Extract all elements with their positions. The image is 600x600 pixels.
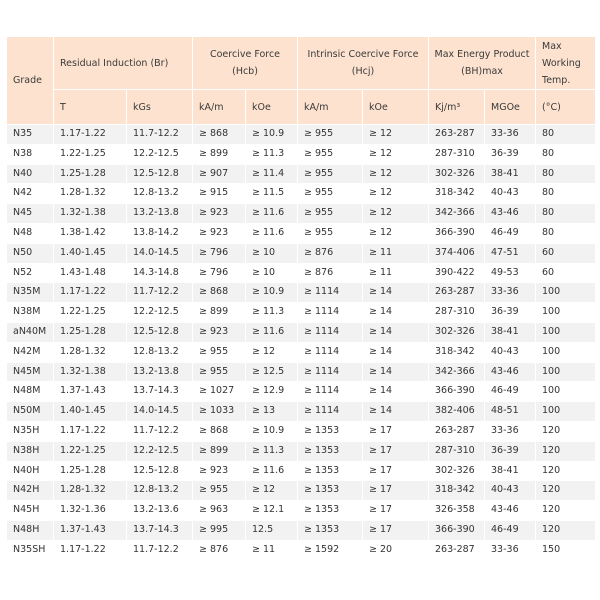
cell-grade: N38 <box>7 144 54 164</box>
cell-grade: N42 <box>7 184 54 204</box>
table-row <box>7 322 596 342</box>
cell-br-kgs: 12.2-12.5 <box>127 441 193 461</box>
cell-bh-kjm3: 302-326 <box>429 461 485 481</box>
cell-max-temp: 120 <box>536 481 596 501</box>
cell-br-t: 1.37-1.43 <box>54 382 127 402</box>
cell-br-kgs: 11.7-12.2 <box>127 540 193 560</box>
cell-bh-mgoe: 49-53 <box>485 263 536 283</box>
cell-bh-mgoe: 40-43 <box>485 481 536 501</box>
unit-temp-c: (°C) <box>536 90 596 125</box>
header-intrinsic-coercive-force: Intrinsic Coercive Force (Hcj) <box>298 37 429 90</box>
cell-br-kgs: 13.2-13.6 <box>127 501 193 521</box>
cell-max-temp: 80 <box>536 223 596 243</box>
cell-grade: N35H <box>7 421 54 441</box>
cell-hcb-kam: ≥ 876 <box>193 540 246 560</box>
cell-hcb-kam: ≥ 1033 <box>193 402 246 422</box>
cell-br-kgs: 13.7-14.3 <box>127 382 193 402</box>
cell-bh-kjm3: 326-358 <box>429 501 485 521</box>
cell-hcj-kam: ≥ 955 <box>298 223 363 243</box>
cell-br-kgs: 12.8-13.2 <box>127 481 193 501</box>
cell-max-temp: 100 <box>536 283 596 303</box>
cell-max-temp: 80 <box>536 204 596 224</box>
cell-hcb-kam: ≥ 1027 <box>193 382 246 402</box>
unit-hcb-kam: kA/m <box>193 90 246 125</box>
cell-max-temp: 100 <box>536 303 596 323</box>
cell-hcb-koe: ≥ 11 <box>246 540 298 560</box>
cell-grade: N35M <box>7 283 54 303</box>
cell-br-kgs: 13.7-14.3 <box>127 520 193 540</box>
cell-bh-mgoe: 36-39 <box>485 441 536 461</box>
cell-br-t: 1.28-1.32 <box>54 481 127 501</box>
cell-hcj-koe: ≥ 14 <box>363 402 429 422</box>
cell-grade: N52 <box>7 263 54 283</box>
cell-max-temp: 60 <box>536 243 596 263</box>
cell-hcb-koe: ≥ 13 <box>246 402 298 422</box>
cell-hcj-kam: ≥ 955 <box>298 164 363 184</box>
cell-bh-mgoe: 46-49 <box>485 223 536 243</box>
cell-hcb-koe: ≥ 11.3 <box>246 144 298 164</box>
cell-hcj-kam: ≥ 1353 <box>298 520 363 540</box>
cell-bh-kjm3: 302-326 <box>429 322 485 342</box>
cell-grade: N45H <box>7 501 54 521</box>
cell-hcj-kam: ≥ 955 <box>298 204 363 224</box>
cell-hcb-koe: ≥ 11.6 <box>246 322 298 342</box>
cell-hcj-koe: ≥ 12 <box>363 184 429 204</box>
cell-bh-mgoe: 48-51 <box>485 402 536 422</box>
cell-max-temp: 100 <box>536 402 596 422</box>
cell-hcb-koe: ≥ 11.5 <box>246 184 298 204</box>
cell-br-t: 1.17-1.22 <box>54 421 127 441</box>
unit-hcb-koe: kOe <box>246 90 298 125</box>
table-row <box>7 362 596 382</box>
cell-bh-kjm3: 342-366 <box>429 204 485 224</box>
cell-bh-mgoe: 38-41 <box>485 461 536 481</box>
cell-hcb-kam: ≥ 868 <box>193 283 246 303</box>
cell-max-temp: 150 <box>536 540 596 560</box>
unit-bh-mgoe: MGOe <box>485 90 536 125</box>
cell-bh-mgoe: 33-36 <box>485 421 536 441</box>
cell-bh-kjm3: 287-310 <box>429 303 485 323</box>
cell-br-t: 1.22-1.25 <box>54 144 127 164</box>
cell-grade: N50 <box>7 243 54 263</box>
cell-hcj-koe: ≥ 14 <box>363 362 429 382</box>
table-row <box>7 501 596 521</box>
cell-br-kgs: 11.7-12.2 <box>127 421 193 441</box>
cell-hcb-koe: ≥ 11.6 <box>246 204 298 224</box>
cell-hcj-koe: ≥ 17 <box>363 421 429 441</box>
magnet-grade-table <box>6 36 596 561</box>
cell-br-kgs: 11.7-12.2 <box>127 125 193 145</box>
cell-hcb-kam: ≥ 963 <box>193 501 246 521</box>
cell-hcb-kam: ≥ 995 <box>193 520 246 540</box>
cell-br-kgs: 14.0-14.5 <box>127 243 193 263</box>
unit-bh-kjm3: Kj/m³ <box>429 90 485 125</box>
table-row <box>7 382 596 402</box>
cell-bh-mgoe: 46-49 <box>485 520 536 540</box>
cell-br-kgs: 12.8-13.2 <box>127 342 193 362</box>
cell-hcj-kam: ≥ 1114 <box>298 303 363 323</box>
cell-bh-mgoe: 43-46 <box>485 204 536 224</box>
cell-max-temp: 120 <box>536 520 596 540</box>
cell-grade: N42M <box>7 342 54 362</box>
table-row <box>7 441 596 461</box>
table-row <box>7 283 596 303</box>
cell-bh-kjm3: 302-326 <box>429 164 485 184</box>
cell-hcj-kam: ≥ 955 <box>298 125 363 145</box>
cell-bh-mgoe: 38-41 <box>485 322 536 342</box>
cell-br-kgs: 12.2-12.5 <box>127 144 193 164</box>
cell-hcb-koe: ≥ 10.9 <box>246 283 298 303</box>
cell-br-kgs: 13.8-14.2 <box>127 223 193 243</box>
cell-hcj-kam: ≥ 1114 <box>298 283 363 303</box>
cell-bh-kjm3: 366-390 <box>429 382 485 402</box>
cell-hcb-kam: ≥ 955 <box>193 342 246 362</box>
cell-max-temp: 100 <box>536 362 596 382</box>
cell-grade: N40 <box>7 164 54 184</box>
table-row <box>7 223 596 243</box>
header-residual-induction: Residual Induction (Br) <box>54 37 193 90</box>
cell-br-kgs: 13.2-13.8 <box>127 204 193 224</box>
cell-hcb-koe: ≥ 10 <box>246 263 298 283</box>
cell-hcb-koe: ≥ 12.9 <box>246 382 298 402</box>
unit-br-t: T <box>54 90 127 125</box>
cell-bh-kjm3: 342-366 <box>429 362 485 382</box>
cell-br-t: 1.28-1.32 <box>54 184 127 204</box>
cell-hcb-kam: ≥ 796 <box>193 243 246 263</box>
cell-hcb-kam: ≥ 899 <box>193 144 246 164</box>
cell-br-kgs: 12.5-12.8 <box>127 164 193 184</box>
cell-hcb-koe: ≥ 10.9 <box>246 421 298 441</box>
table-row <box>7 243 596 263</box>
cell-hcb-koe: ≥ 12.5 <box>246 362 298 382</box>
cell-hcj-kam: ≥ 1114 <box>298 382 363 402</box>
cell-grade: aN40M <box>7 322 54 342</box>
cell-hcb-koe: ≥ 10 <box>246 243 298 263</box>
cell-grade: N38H <box>7 441 54 461</box>
cell-br-t: 1.17-1.22 <box>54 125 127 145</box>
cell-br-t: 1.37-1.43 <box>54 520 127 540</box>
cell-hcb-koe: ≥ 11.3 <box>246 303 298 323</box>
cell-hcj-koe: ≥ 17 <box>363 520 429 540</box>
cell-grade: N45 <box>7 204 54 224</box>
cell-hcb-kam: ≥ 923 <box>193 223 246 243</box>
cell-bh-mgoe: 33-36 <box>485 540 536 560</box>
cell-br-t: 1.43-1.48 <box>54 263 127 283</box>
cell-hcj-koe: ≥ 12 <box>363 223 429 243</box>
cell-bh-kjm3: 263-287 <box>429 283 485 303</box>
cell-hcj-kam: ≥ 1353 <box>298 461 363 481</box>
cell-bh-kjm3: 390-422 <box>429 263 485 283</box>
cell-bh-mgoe: 47-51 <box>485 243 536 263</box>
table-row <box>7 461 596 481</box>
cell-grade: N48 <box>7 223 54 243</box>
header-grade: Grade <box>7 37 54 125</box>
cell-hcb-koe: ≥ 10.9 <box>246 125 298 145</box>
cell-hcj-koe: ≥ 17 <box>363 481 429 501</box>
cell-bh-kjm3: 374-406 <box>429 243 485 263</box>
cell-br-t: 1.32-1.36 <box>54 501 127 521</box>
cell-hcb-kam: ≥ 899 <box>193 441 246 461</box>
cell-bh-kjm3: 287-310 <box>429 144 485 164</box>
cell-br-t: 1.40-1.45 <box>54 243 127 263</box>
cell-br-kgs: 12.2-12.5 <box>127 303 193 323</box>
cell-max-temp: 80 <box>536 164 596 184</box>
cell-hcb-kam: ≥ 955 <box>193 481 246 501</box>
cell-hcj-koe: ≥ 17 <box>363 461 429 481</box>
cell-hcj-kam: ≥ 1114 <box>298 342 363 362</box>
cell-bh-kjm3: 318-342 <box>429 481 485 501</box>
cell-br-kgs: 11.7-12.2 <box>127 283 193 303</box>
cell-grade: N35SH <box>7 540 54 560</box>
cell-br-t: 1.17-1.22 <box>54 540 127 560</box>
table-row <box>7 204 596 224</box>
cell-grade: N35 <box>7 125 54 145</box>
cell-br-kgs: 13.2-13.8 <box>127 362 193 382</box>
table-row <box>7 540 596 560</box>
table-row <box>7 184 596 204</box>
cell-hcj-kam: ≥ 1114 <box>298 362 363 382</box>
cell-hcj-koe: ≥ 17 <box>363 501 429 521</box>
cell-hcb-kam: ≥ 868 <box>193 421 246 441</box>
cell-bh-kjm3: 263-287 <box>429 125 485 145</box>
cell-hcb-koe: ≥ 11.6 <box>246 461 298 481</box>
cell-bh-mgoe: 36-39 <box>485 144 536 164</box>
cell-max-temp: 120 <box>536 461 596 481</box>
cell-br-t: 1.40-1.45 <box>54 402 127 422</box>
cell-grade: N38M <box>7 303 54 323</box>
cell-bh-mgoe: 33-36 <box>485 283 536 303</box>
cell-max-temp: 100 <box>536 342 596 362</box>
cell-hcj-koe: ≥ 20 <box>363 540 429 560</box>
cell-bh-kjm3: 318-342 <box>429 184 485 204</box>
header-coercive-force: Coercive Force (Hcb) <box>193 37 298 90</box>
cell-br-t: 1.38-1.42 <box>54 223 127 243</box>
cell-br-t: 1.25-1.28 <box>54 322 127 342</box>
cell-br-t: 1.32-1.38 <box>54 362 127 382</box>
cell-hcb-kam: ≥ 955 <box>193 362 246 382</box>
cell-bh-kjm3: 382-406 <box>429 402 485 422</box>
table-row <box>7 303 596 323</box>
cell-max-temp: 80 <box>536 125 596 145</box>
cell-br-t: 1.25-1.28 <box>54 164 127 184</box>
cell-bh-kjm3: 366-390 <box>429 520 485 540</box>
cell-hcj-kam: ≥ 1353 <box>298 441 363 461</box>
header-max-working-temp: Max Working Temp. <box>536 37 596 90</box>
table-row <box>7 263 596 283</box>
cell-hcb-kam: ≥ 796 <box>193 263 246 283</box>
cell-hcb-kam: ≥ 907 <box>193 164 246 184</box>
table-row <box>7 125 596 145</box>
cell-hcb-koe: ≥ 12 <box>246 481 298 501</box>
cell-hcb-kam: ≥ 923 <box>193 204 246 224</box>
cell-bh-mgoe: 46-49 <box>485 382 536 402</box>
cell-br-kgs: 14.0-14.5 <box>127 402 193 422</box>
table-row <box>7 164 596 184</box>
cell-grade: N42H <box>7 481 54 501</box>
cell-grade: N40H <box>7 461 54 481</box>
magnet-grade-table-container <box>6 36 595 561</box>
cell-bh-kjm3: 263-287 <box>429 540 485 560</box>
cell-grade: N48H <box>7 520 54 540</box>
cell-br-t: 1.32-1.38 <box>54 204 127 224</box>
cell-br-t: 1.22-1.25 <box>54 441 127 461</box>
cell-hcj-koe: ≥ 14 <box>363 283 429 303</box>
table-row <box>7 402 596 422</box>
cell-hcj-koe: ≥ 11 <box>363 243 429 263</box>
cell-hcj-koe: ≥ 12 <box>363 144 429 164</box>
cell-bh-kjm3: 263-287 <box>429 421 485 441</box>
cell-hcj-koe: ≥ 12 <box>363 125 429 145</box>
cell-hcb-kam: ≥ 899 <box>193 303 246 323</box>
cell-hcj-koe: ≥ 14 <box>363 342 429 362</box>
cell-hcj-kam: ≥ 876 <box>298 243 363 263</box>
cell-max-temp: 80 <box>536 184 596 204</box>
cell-max-temp: 100 <box>536 322 596 342</box>
table-header <box>7 37 596 125</box>
cell-hcj-kam: ≥ 955 <box>298 144 363 164</box>
header-max-energy-product: Max Energy Product (BH)max <box>429 37 536 90</box>
cell-hcj-koe: ≥ 11 <box>363 263 429 283</box>
cell-br-kgs: 12.5-12.8 <box>127 461 193 481</box>
cell-grade: N50M <box>7 402 54 422</box>
cell-bh-mgoe: 40-43 <box>485 342 536 362</box>
cell-max-temp: 120 <box>536 501 596 521</box>
cell-hcb-kam: ≥ 915 <box>193 184 246 204</box>
cell-hcb-koe: ≥ 11.4 <box>246 164 298 184</box>
cell-hcj-kam: ≥ 1114 <box>298 402 363 422</box>
cell-hcj-kam: ≥ 1353 <box>298 421 363 441</box>
cell-grade: N45M <box>7 362 54 382</box>
table-row <box>7 421 596 441</box>
cell-hcb-kam: ≥ 868 <box>193 125 246 145</box>
cell-hcb-koe: ≥ 12.1 <box>246 501 298 521</box>
table-row <box>7 520 596 540</box>
cell-max-temp: 80 <box>536 144 596 164</box>
cell-hcb-koe: ≥ 11.3 <box>246 441 298 461</box>
cell-bh-kjm3: 366-390 <box>429 223 485 243</box>
cell-br-kgs: 12.5-12.8 <box>127 322 193 342</box>
cell-hcb-kam: ≥ 923 <box>193 461 246 481</box>
cell-hcj-kam: ≥ 876 <box>298 263 363 283</box>
cell-bh-mgoe: 36-39 <box>485 303 536 323</box>
unit-hcj-kam: kA/m <box>298 90 363 125</box>
cell-hcj-koe: ≥ 12 <box>363 164 429 184</box>
cell-hcj-kam: ≥ 1114 <box>298 322 363 342</box>
cell-br-kgs: 12.8-13.2 <box>127 184 193 204</box>
cell-bh-kjm3: 287-310 <box>429 441 485 461</box>
cell-hcj-kam: ≥ 955 <box>298 184 363 204</box>
cell-bh-kjm3: 318-342 <box>429 342 485 362</box>
cell-hcj-koe: ≥ 14 <box>363 303 429 323</box>
unit-br-kgs: kGs <box>127 90 193 125</box>
cell-hcj-koe: ≥ 14 <box>363 382 429 402</box>
cell-max-temp: 120 <box>536 421 596 441</box>
table-row <box>7 144 596 164</box>
cell-bh-mgoe: 43-46 <box>485 501 536 521</box>
cell-hcj-koe: ≥ 12 <box>363 204 429 224</box>
cell-br-t: 1.22-1.25 <box>54 303 127 323</box>
cell-grade: N48M <box>7 382 54 402</box>
cell-hcj-koe: ≥ 17 <box>363 441 429 461</box>
cell-br-t: 1.28-1.32 <box>54 342 127 362</box>
unit-hcj-koe: kOe <box>363 90 429 125</box>
cell-br-kgs: 14.3-14.8 <box>127 263 193 283</box>
cell-hcb-koe: ≥ 12 <box>246 342 298 362</box>
cell-bh-mgoe: 38-41 <box>485 164 536 184</box>
cell-hcj-kam: ≥ 1353 <box>298 481 363 501</box>
cell-hcb-koe: ≥ 11.6 <box>246 223 298 243</box>
cell-br-t: 1.17-1.22 <box>54 283 127 303</box>
table-body <box>7 125 596 561</box>
cell-bh-mgoe: 43-46 <box>485 362 536 382</box>
cell-bh-mgoe: 40-43 <box>485 184 536 204</box>
table-row <box>7 342 596 362</box>
cell-max-temp: 120 <box>536 441 596 461</box>
cell-max-temp: 60 <box>536 263 596 283</box>
cell-bh-mgoe: 33-36 <box>485 125 536 145</box>
cell-max-temp: 100 <box>536 382 596 402</box>
cell-br-t: 1.25-1.28 <box>54 461 127 481</box>
table-row <box>7 481 596 501</box>
cell-hcj-koe: ≥ 14 <box>363 322 429 342</box>
cell-hcb-koe: 12.5 <box>246 520 298 540</box>
cell-hcb-kam: ≥ 923 <box>193 322 246 342</box>
cell-hcj-kam: ≥ 1592 <box>298 540 363 560</box>
cell-hcj-kam: ≥ 1353 <box>298 501 363 521</box>
